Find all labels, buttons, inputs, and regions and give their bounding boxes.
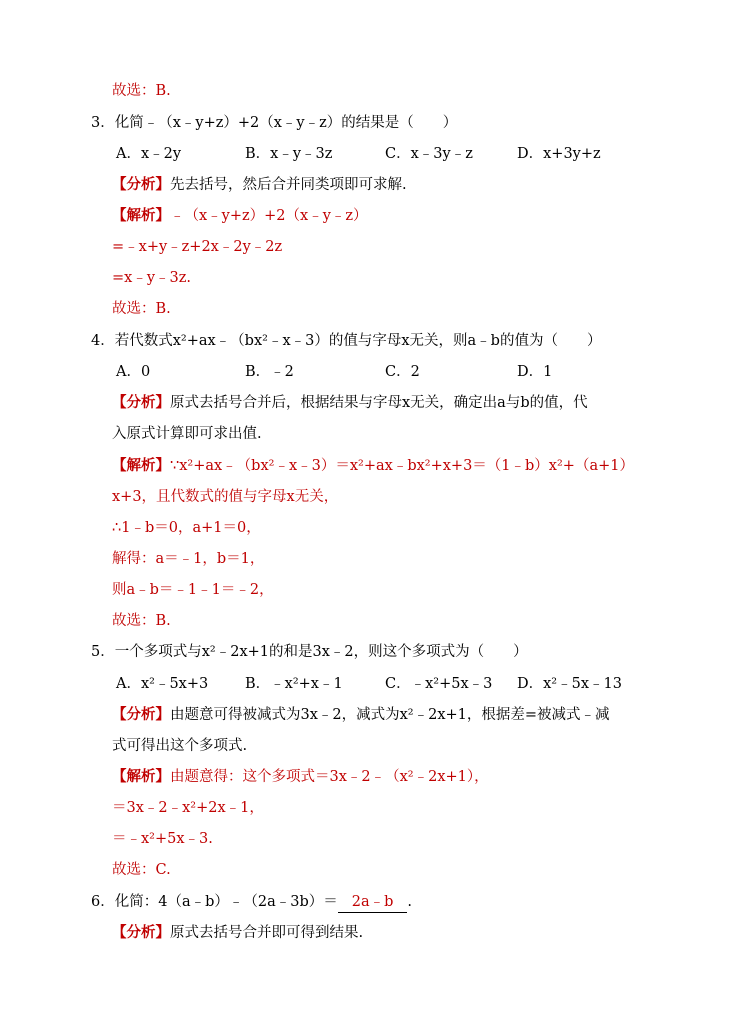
analysis-line: 【分析】原式去括号合并后，根据结果与字母x无关，确定出a与b的值，代 (112, 394, 588, 411)
solution-step: =x﹣y﹣3z. (112, 270, 191, 286)
option-a: A．0 (116, 364, 151, 380)
option-b: B．x﹣y﹣3z (245, 146, 333, 162)
question-4: 4．若代数式x²+ax﹣（bx²﹣x﹣3）的值与字母x无关，则a﹣b的值为（ ） (91, 333, 602, 349)
answer-line: 故选：B. (112, 83, 171, 99)
solution-step: =﹣x+y﹣z+2x﹣2y﹣2z (112, 239, 283, 255)
solution-step: ＝﹣x²+5x﹣3. (112, 831, 213, 847)
analysis-line: 式可得出这个多项式. (112, 738, 248, 754)
option-c: C．2 (385, 364, 420, 380)
option-b: B．﹣x²+x﹣1 (245, 676, 343, 692)
analysis-line: 入原式计算即可求出值. (112, 426, 262, 442)
question-6: 6．化简：4（a﹣b）﹣（2a﹣3b）＝ 2a﹣b . (91, 892, 412, 913)
answer-line: 故选：B. (112, 613, 171, 629)
answer-line: 故选：B. (112, 301, 171, 317)
option-d: D．x+3y+z (517, 146, 601, 162)
answer-blank: 2a﹣b (338, 892, 408, 913)
solution-step: 则a﹣b＝﹣1﹣1＝﹣2， (112, 582, 274, 598)
solution-step: ＝3x﹣2﹣x²+2x﹣1， (112, 800, 264, 816)
option-a: A．x²﹣5x+3 (116, 676, 209, 692)
analysis-line: 【分析】先去括号，然后合并同类项即可求解. (112, 176, 407, 193)
solution-line: 【解析】∵x²+ax﹣（bx²﹣x﹣3）＝x²+ax﹣bx²+x+3＝（1﹣b）x²+（a+1） (112, 457, 634, 474)
option-c: C．﹣x²+5x﹣3 (385, 676, 493, 692)
question-3: 3．化简﹣（x﹣y+z）+2（x﹣y﹣z）的结果是（ ） (91, 115, 458, 131)
solution-line: 【解析】由题意得：这个多项式＝3x﹣2﹣（x²﹣2x+1）， (112, 768, 489, 785)
question-5: 5．一个多项式与x²﹣2x+1的和是3x﹣2，则这个多项式为（ ） (91, 644, 528, 660)
analysis-line: 【分析】原式去括号合并即可得到结果. (112, 924, 364, 941)
option-d: D．x²﹣5x﹣13 (517, 676, 622, 692)
option-c: C．x﹣3y﹣z (385, 146, 473, 162)
analysis-line: 【分析】由题意可得被减式为3x﹣2，减式为x²﹣2x+1，根据差=被减式﹣减 (112, 706, 610, 723)
solution-step: ∴1﹣b＝0，a+1＝0， (112, 520, 261, 536)
answer-line: 故选：C. (112, 862, 171, 878)
option-d: D．1 (517, 364, 553, 380)
solution-line: 【解析】﹣（x﹣y+z）+2（x﹣y﹣z） (112, 207, 368, 224)
option-a: A．x﹣2y (116, 146, 182, 162)
solution-step: 解得：a＝﹣1，b＝1， (112, 551, 265, 567)
option-b: B．﹣2 (245, 364, 294, 380)
solution-step: x+3，且代数式的值与字母x无关， (112, 489, 339, 505)
